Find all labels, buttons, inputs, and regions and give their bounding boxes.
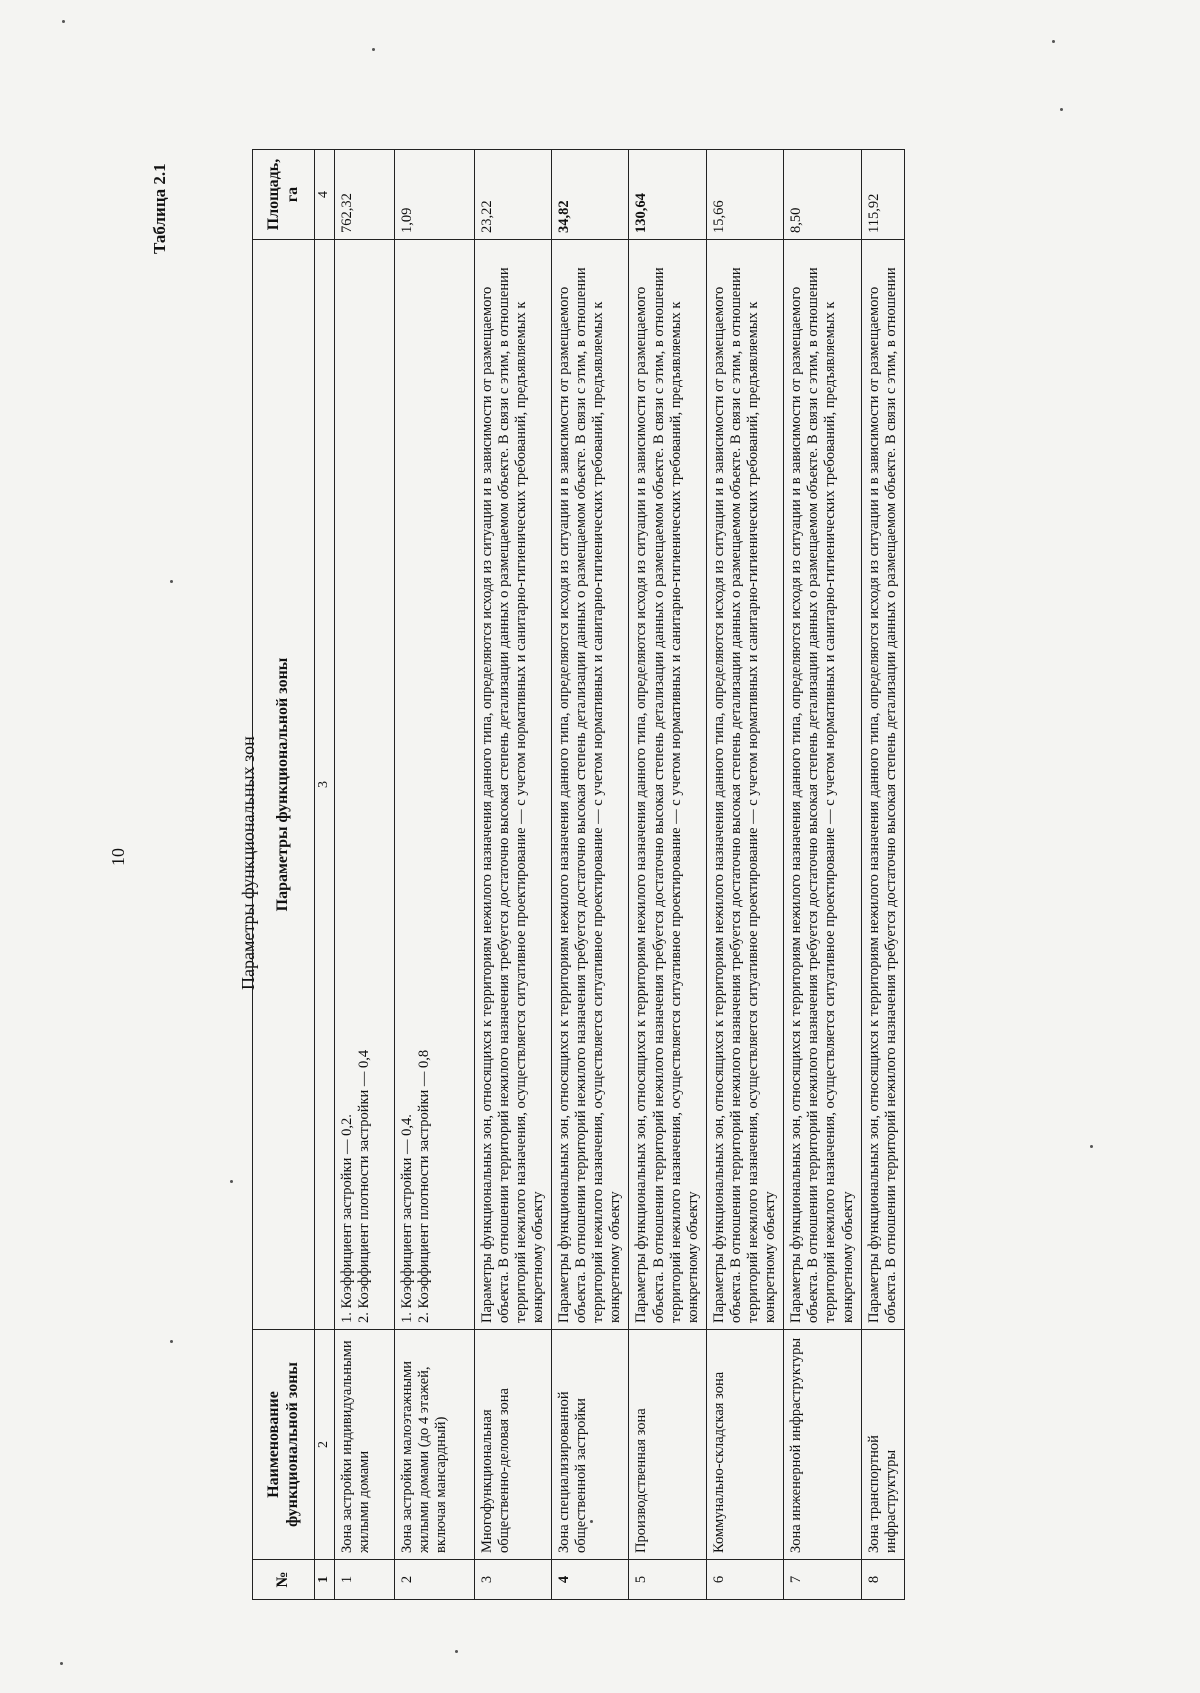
header-number: № <box>253 1560 315 1600</box>
zone-params: Параметры функциональных зон, относящихся к территориям нежилого назначения данного типа, определяются исходя из ситуации и в зависимости от размещаемого объекта. В отношении территорий нежилого назначения требуется достаточно высокая степень детализации данных о размещаемом объекте. В связи с этим, в отношении территорий нежилого назначения, осуществляется ситуативное проектирование — с учетом нормативных и санитарно-гигиенических требований, предъявляемых к конкретному объекту <box>706 240 783 1330</box>
col-number: 3 <box>315 240 335 1330</box>
zone-params: Параметры функциональных зон, относящихся к территориям нежилого назначения данного типа, определяются исходя из ситуации и в зависимости от размещаемого объекта. В отношении территорий нежилого назначения требуется достаточно высокая степень детализации данных о размещаемом объекте. В связи с этим, в отношении территорий нежилого назначения, осуществляется ситуативное проектирование — с учетом нормативных и санитарно-гигиенических требований, предъявляемых к конкретному объекту <box>629 240 706 1330</box>
scan-speck <box>455 1650 458 1653</box>
col-number: 4 <box>315 150 335 240</box>
scan-speck <box>1060 108 1063 111</box>
table-row <box>706 150 783 1600</box>
scan-speck <box>590 1520 593 1523</box>
table-row <box>629 150 706 1600</box>
zone-params: Параметры функциональных зон, относящихся к территориям нежилого назначения данного типа, определяются исходя из ситуации и в зависимости от размещаемого объекта. В отношении территорий нежилого назначения требуется достаточно высокая степень детализации данных о размещаемом объекте. В связи с этим, в отношении территорий нежилого назначения, осуществляется ситуативное проектирование — с учетом нормативных и санитарно-гигиенических требований, предъявляемых к конкретному объекту <box>551 240 628 1330</box>
col-number: 2 <box>315 1330 335 1560</box>
zone-params: Параметры функциональных зон, относящихся к территориям нежилого назначения данного типа, определяются исходя из ситуации и в зависимости от размещаемого объекта. В отношении территорий нежилого назначения требуется достаточно высокая степень детализации данных о размещаемом объекте. В связи с этим, в отношении территорий нежилого назначения, осуществляется ситуативное проектирование — с учетом нормативных и санитарно-гигиенических требований, предъявляемых к конкретному объекту <box>784 240 861 1330</box>
row-number: 6 <box>706 1560 783 1600</box>
col-number: 1 <box>315 1560 335 1600</box>
zone-area: 15,66 <box>706 150 783 240</box>
scan-speck <box>1052 40 1055 43</box>
row-number: 4 <box>551 1560 628 1600</box>
zone-area: 8,50 <box>784 150 861 240</box>
table-row <box>394 150 474 1600</box>
row-number: 1 <box>334 1560 394 1600</box>
column-number-row <box>315 150 335 1600</box>
zone-name: Коммунально-складская зона <box>706 1330 783 1560</box>
zone-area: 23,22 <box>474 150 551 240</box>
table-label: Таблица 2.1 <box>150 163 169 254</box>
zone-name: Многофункциональная общественно-деловая зона <box>474 1330 551 1560</box>
zone-area: 130,64 <box>629 150 706 240</box>
zone-area: 34,82 <box>551 150 628 240</box>
table-row <box>474 150 551 1600</box>
header-zone-params: Параметры функциональной зоны <box>253 240 315 1330</box>
row-number: 2 <box>394 1560 474 1600</box>
page-number: 10 <box>108 848 128 866</box>
table-row <box>551 150 628 1600</box>
scan-speck <box>1090 1145 1093 1148</box>
row-number: 7 <box>784 1560 861 1600</box>
scan-speck <box>170 1340 173 1343</box>
table-row <box>861 150 904 1600</box>
row-number: 3 <box>474 1560 551 1600</box>
row-number: 5 <box>629 1560 706 1600</box>
zones-table <box>252 149 905 1600</box>
scan-speck <box>62 20 65 23</box>
zone-params: 1. Коэффициент застройки — 0,2. 2. Коэффициент плотности застройки — 0,4 <box>334 240 394 1330</box>
zone-params: Параметры функциональных зон, относящихся к территориям нежилого назначения данного типа, определяются исходя из ситуации и в зависимости от размещаемого объекта. В отношении территорий нежилого назначения требуется достаточно высокая степень детализации данных о размещаемом объекте. В связи с этим, в отношении территорий нежилого назначения, осуществляется ситуативное проектирование — с учетом нормативных и санитарно-гигиенических требований, предъявляемых к конкретному объекту <box>474 240 551 1330</box>
table-row <box>334 150 394 1600</box>
header-area: Площадь, га <box>253 150 315 240</box>
scan-speck <box>372 48 375 51</box>
zone-name: Зона инженерной инфраструктуры <box>784 1330 861 1560</box>
scan-speck <box>230 1180 233 1183</box>
table-caption: Параметры функциональных зон <box>238 736 258 990</box>
zone-name: Зона застройки малоэтажными жилыми домами (до 4 этажей, включая мансардный) <box>394 1330 474 1560</box>
row-number: 8 <box>861 1560 904 1600</box>
header-zone-name: Наименование функциональной зоны <box>253 1330 315 1560</box>
zone-name: Производственная зона <box>629 1330 706 1560</box>
table-row <box>784 150 861 1600</box>
zone-name: Зона специализированной общественной застройки <box>551 1330 628 1560</box>
zone-params: Параметры функциональных зон, относящихся к территориям нежилого назначения данного типа, определяются исходя из ситуации и в зависимости от размещаемого объекта. В отношении территорий нежилого назначения требуется достаточно высокая степень детализации данных о размещаемом объекте. В связи с этим, в отношении <box>861 240 904 1330</box>
zone-area: 115,92 <box>861 150 904 240</box>
zone-name: Зона транспортной инфраструктуры <box>861 1330 904 1560</box>
zone-area: 1,09 <box>394 150 474 240</box>
scan-speck <box>170 580 173 583</box>
zone-area: 762,32 <box>334 150 394 240</box>
zone-params: 1. Коэффициент застройки — 0,4. 2. Коэффициент плотности застройки — 0,8 <box>394 240 474 1330</box>
table-frame <box>252 150 1042 1600</box>
zone-name: Зона застройки индивидуальными жилыми домами <box>334 1330 394 1560</box>
scan-speck <box>60 1662 63 1665</box>
table-header-row <box>253 150 315 1600</box>
